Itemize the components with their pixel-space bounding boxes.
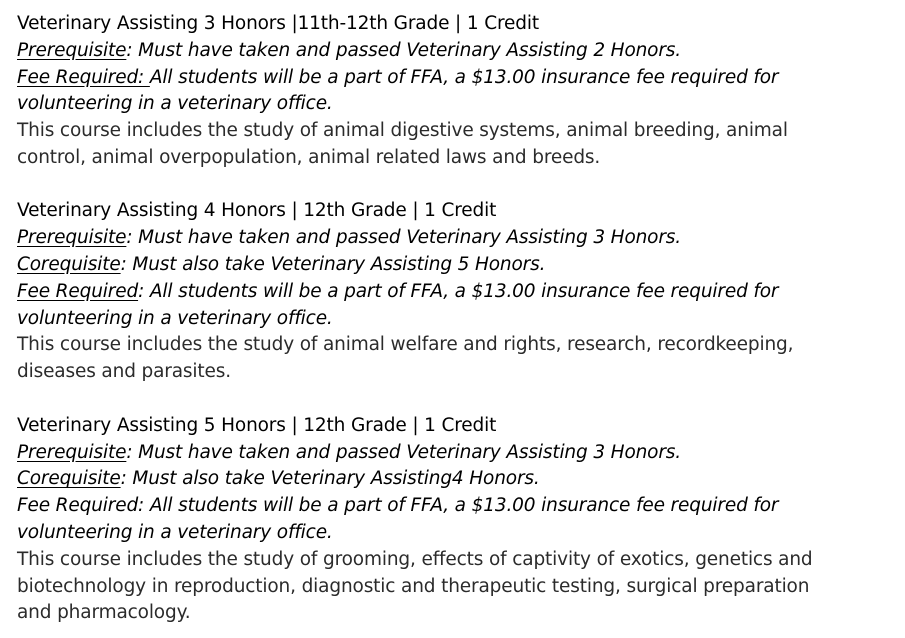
description-line: control, animal overpopulation, animal related laws and breeds. xyxy=(17,146,601,168)
course-document xyxy=(17,11,897,627)
description-line: This course includes the study of animal welfare and rights, research, recordkeeping, xyxy=(17,334,794,356)
course-section xyxy=(17,198,897,386)
corequisite-label: Corequisite xyxy=(17,254,121,276)
description-line: This course includes the study of animal digestive systems, animal breeding, animal xyxy=(17,120,788,142)
corequisite-line xyxy=(17,466,897,493)
prerequisite-text: : Must have taken and passed Veterinary Assisting 3 Honors. xyxy=(126,441,682,463)
corequisite-line xyxy=(17,252,897,279)
course-title: Veterinary Assisting 5 Honors | 12th Grade | 1 Credit xyxy=(17,414,497,436)
course-description xyxy=(17,118,897,172)
fee-line xyxy=(17,279,897,306)
description-line: biotechnology in reproduction, diagnostic and therapeutic testing, surgical preparation xyxy=(17,575,810,597)
course-title: Veterinary Assisting 4 Honors | 12th Grade | 1 Credit xyxy=(17,200,497,222)
corequisite-text: : Must also take Veterinary Assisting4 Honors. xyxy=(120,468,540,490)
fee-text-continued: volunteering in a veterinary office. xyxy=(17,307,333,329)
fee-text: All students will be a part of FFA, a $13.00 insurance fee required for xyxy=(149,66,779,88)
course-title: Veterinary Assisting 3 Honors |11th-12th Grade | 1 Credit xyxy=(17,13,539,34)
prerequisite-label: Prerequisite xyxy=(17,441,127,463)
fee-label: Fee Required: xyxy=(17,66,150,88)
course-description xyxy=(17,547,897,627)
prerequisite-line xyxy=(17,440,897,467)
fee-text-continued: volunteering in a veterinary office. xyxy=(17,93,333,115)
fee-line xyxy=(17,65,897,92)
prerequisite-label: Prerequisite xyxy=(17,39,127,61)
prerequisite-label: Prerequisite xyxy=(17,227,127,249)
prerequisite-text: : Must have taken and passed Veterinary Assisting 3 Honors. xyxy=(126,227,682,249)
prerequisite-text: : Must have taken and passed Veterinary Assisting 2 Honors. xyxy=(126,39,682,61)
corequisite-text: : Must also take Veterinary Assisting 5 Honors. xyxy=(120,254,546,276)
description-line: and pharmacology. xyxy=(17,602,191,624)
course-section xyxy=(17,11,897,172)
fee-text: : All students will be a part of FFA, a $13.00 insurance fee required for xyxy=(138,280,779,302)
prerequisite-line xyxy=(17,225,897,252)
description-line: This course includes the study of grooming, effects of captivity of exotics, genetics and xyxy=(17,548,813,570)
fee-line: Fee Required: All students will be a part of FFA, a $13.00 insurance fee required for xyxy=(17,495,779,517)
course-description xyxy=(17,332,897,386)
fee-label: Fee Required xyxy=(17,280,139,302)
corequisite-label: Corequisite xyxy=(17,468,121,490)
course-section xyxy=(17,413,897,627)
fee-text-continued: volunteering in a veterinary office. xyxy=(17,521,333,543)
prerequisite-line xyxy=(17,38,897,65)
description-line: diseases and parasites. xyxy=(17,361,231,383)
